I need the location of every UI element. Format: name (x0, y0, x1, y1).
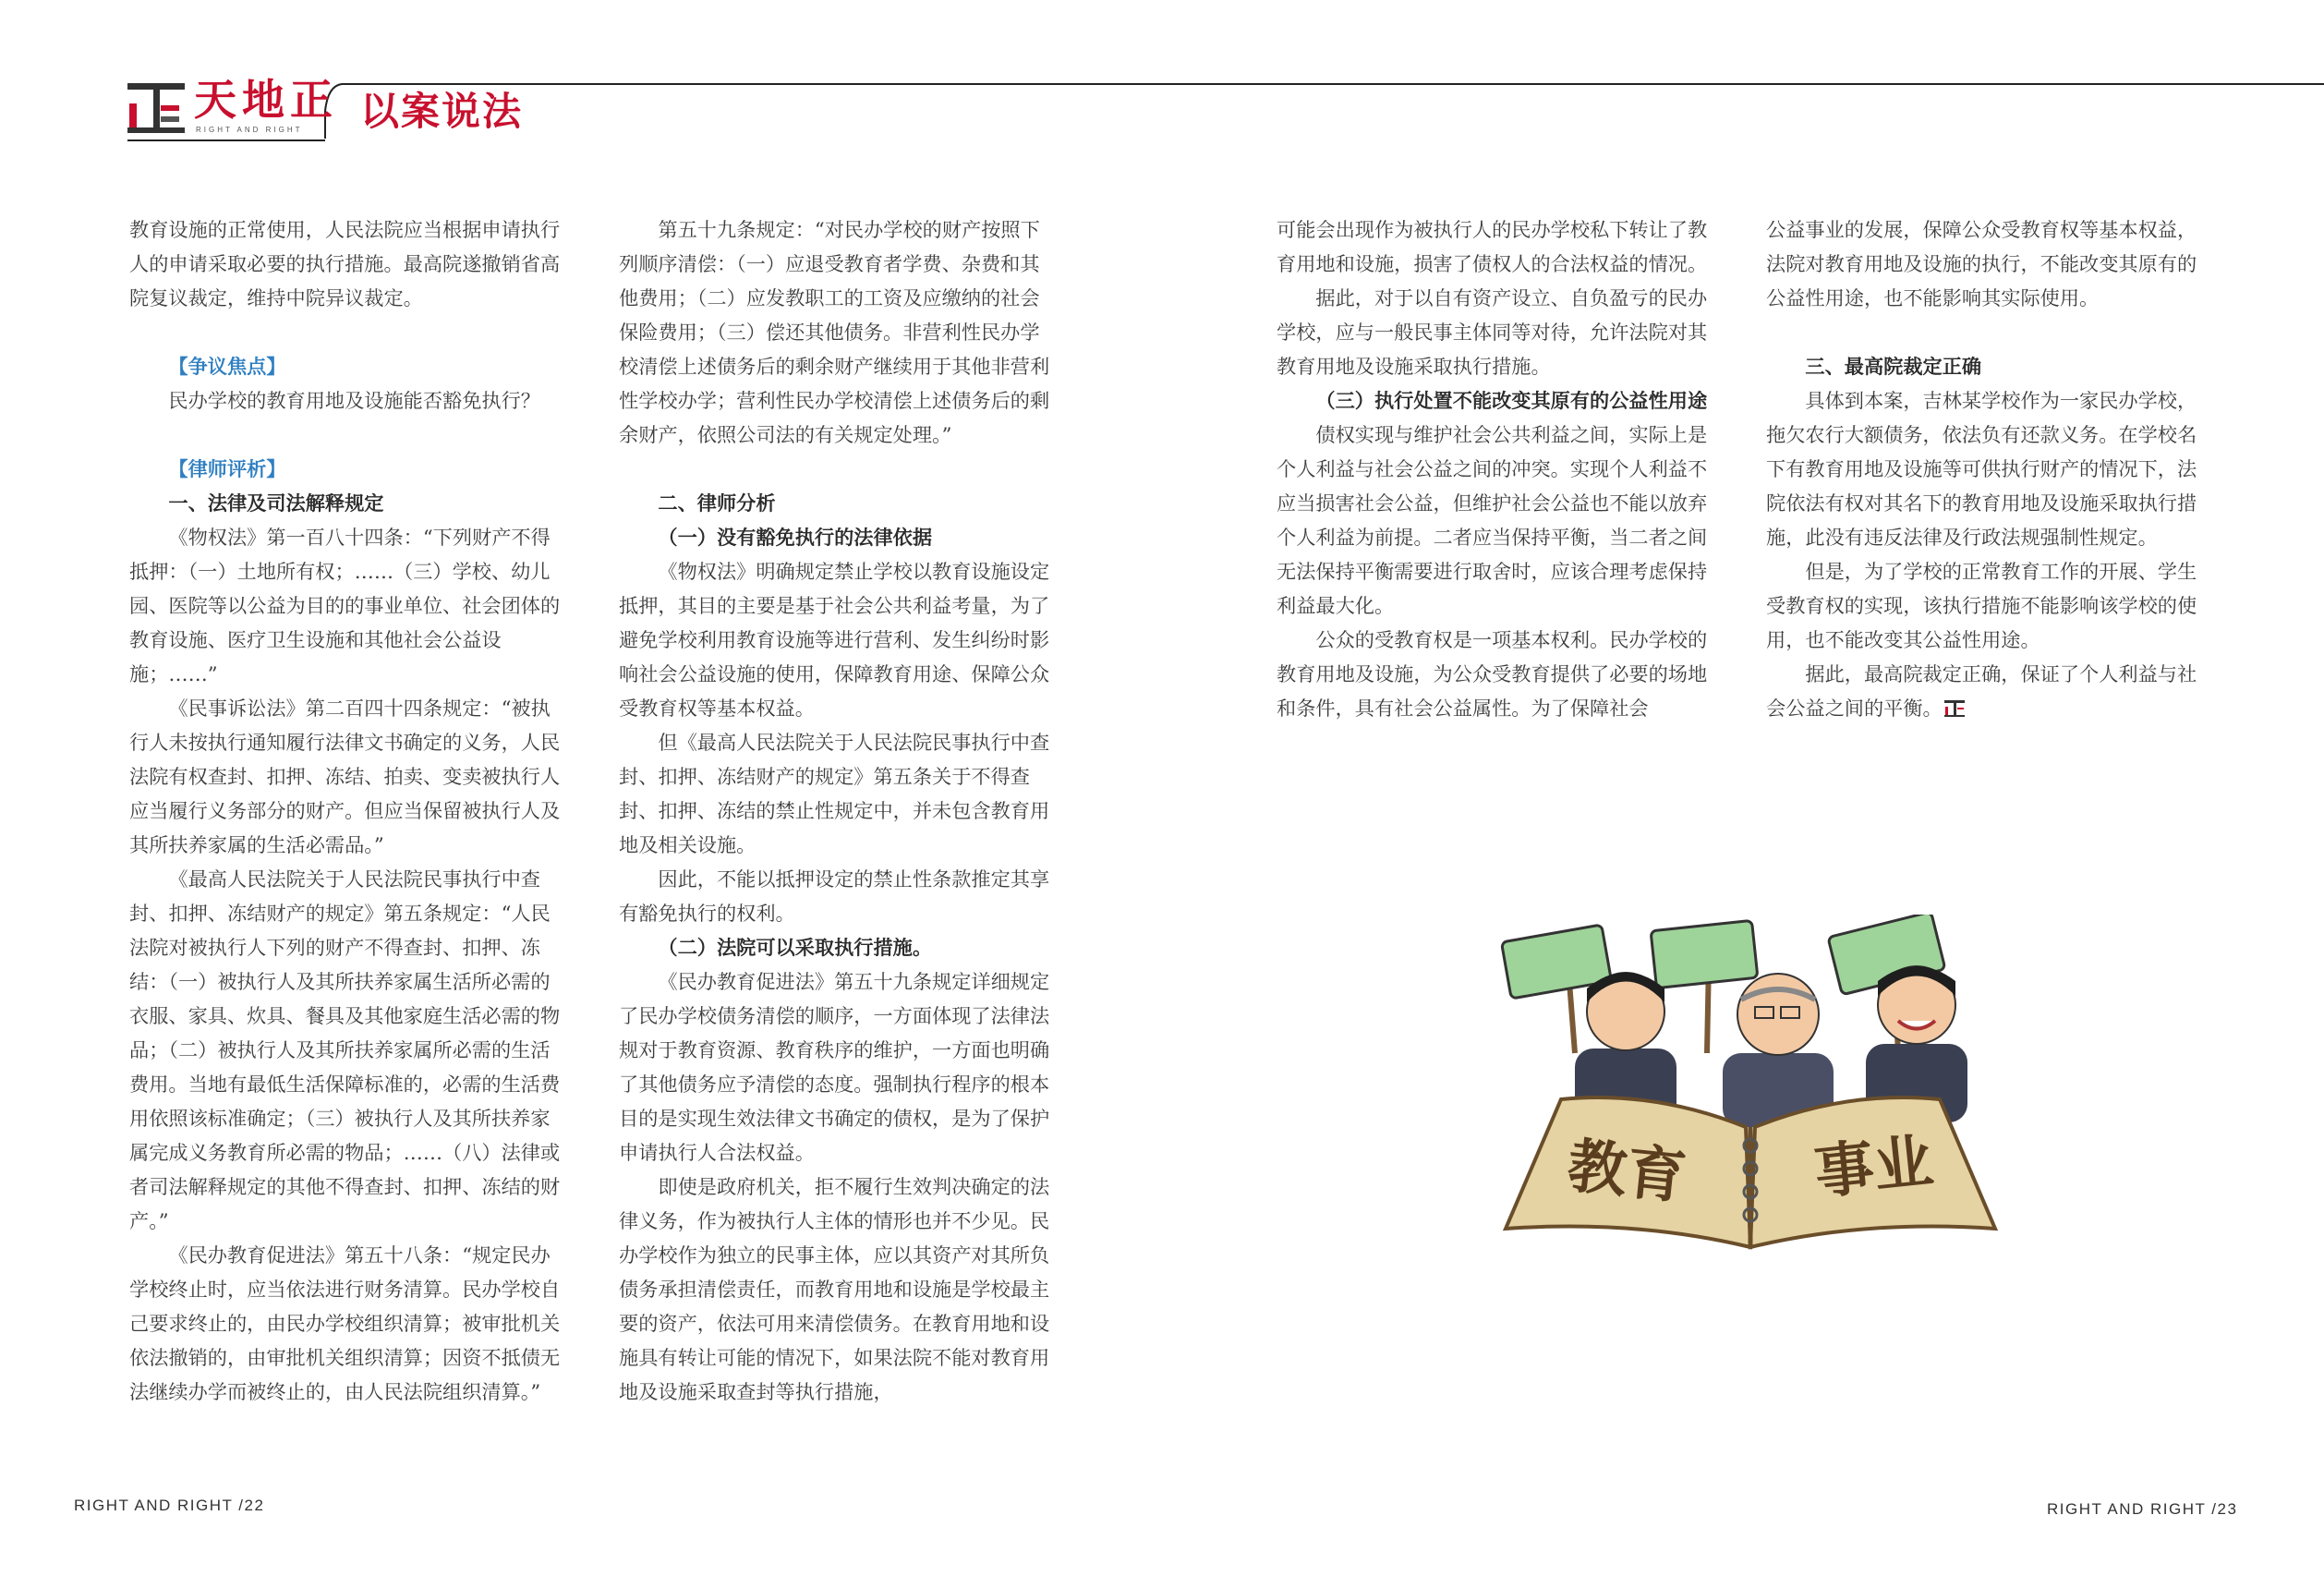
paragraph: 公众的受教育权是一项基本权利。民办学校的教育用地及设施，为公众受教育提供了必要的场地和条件，具有社会公益属性。为了保障社会 (1277, 628, 1708, 720)
logo-text: 天地正 (194, 75, 338, 125)
logo-subtext: RIGHT AND RIGHT (196, 126, 303, 134)
header-rule (0, 0, 2324, 157)
paragraph: 因此，不能以抵押设定的禁止性条款推定其享有豁免执行的权利。 (619, 867, 1050, 925)
section-tag: 【律师评析】 (168, 457, 286, 480)
subheading: 三、最高院裁定正确 (1805, 355, 1982, 378)
text-column-2 (619, 212, 1053, 1409)
paragraph: 据此，最高院裁定正确，保证了个人利益与社会公益之间的平衡。 (1766, 662, 2197, 720)
text-column-1 (129, 212, 563, 1409)
paragraph: 第五十九条规定：“对民办学校的财产按照下列顺序清偿：（一）应退受教育者学费、杂费和其他费用；（二）应发教职工的工资及应缴纳的社会保险费用；（三）偿还其他债务。非营利性民办学校清偿上述债务后的剩余财产继续用于其他非营利性学校办学；营利性民办学校清偿上述债务后的剩余财产，依照公司法的有关规定处理。” (619, 218, 1050, 446)
subheading: 一、法律及司法解释规定 (168, 491, 384, 515)
subheading: （三）执行处置不能改变其原有的公益性用途 (1315, 389, 1708, 412)
subheading: （二）法院可以采取执行措施。 (658, 936, 933, 959)
paragraph: 债权实现与维护社会公共利益之间，实际上是个人利益与社会公益之间的冲突。实现个人利益不应当损害社会公益，但维护社会公益也不能以放弃个人利益为前提。二者应当保持平衡，当二者之间无法保持平衡需要进行取舍时，应该合理考虑保持利益最大化。 (1277, 423, 1708, 617)
section-title: 以案说法 (360, 89, 524, 134)
paragraph: 《物权法》明确规定禁止学校以教育设施设定抵押，其目的主要是基于社会公共利益考量，为了避免学校利用教育设施等进行营利、发生纠纷时影响社会公益设施的使用，保障教育用途、保障公众受教育权等基本权益。 (619, 560, 1050, 720)
paragraph: 教育设施的正常使用，人民法院应当根据申请执行人的申请采取必要的执行措施。最高院遂撤销省高院复议裁定，维持中院异议裁定。 (129, 218, 561, 309)
paragraph: 但《最高人民法院关于人民法院民事执行中查封、扣押、冻结财产的规定》第五条关于不得查封、扣押、冻结的禁止性规定中，并未包含教育用地及相关设施。 (619, 731, 1050, 856)
book-left-text: 教育 (1564, 1132, 1689, 1213)
education-cartoon-illustration (1487, 915, 2014, 1256)
footer-left-page-number: RIGHT AND RIGHT /22 (74, 1497, 265, 1514)
subheading: 二、律师分析 (658, 491, 776, 515)
paragraph-spacer (619, 452, 1053, 486)
book-right-text: 事业 (1811, 1127, 1937, 1208)
paragraph: 《最高人民法院关于人民法院民事执行中查封、扣押、冻结财产的规定》第五条规定：“人民法院对被执行人下列的财产不得查封、扣押、冻结：（一）被执行人及其所扶养家属生活所必需的衣服、家具、炊具、餐具及其他家庭生活必需的物品；（二）被执行人及其所扶养家属所必需的生活费用。当地有最低生活保障标准的，必需的生活费用依照该标准确定；（三）被执行人及其所扶养家属完成义务教育所必需的物品；……（八）法律或者司法解释规定的其他不得查封、扣押、冻结的财产。” (129, 867, 561, 1232)
paragraph: 《民事诉讼法》第二百四十四条规定：“被执行人未按执行通知履行法律文书确定的义务，人民法院有权查封、扣押、冻结、拍卖、变卖被执行人应当履行义务部分的财产。但应当保留被执行人及其所扶养家属的生活必需品。” (129, 697, 561, 856)
page-header (0, 0, 2324, 157)
paragraph-spacer (129, 315, 563, 349)
paragraph: 《民办教育促进法》第五十九条规定详细规定了民办学校债务清偿的顺序，一方面体现了法律法规对于教育资源、教育秩序的维护，一方面也明确了其他债务应予清偿的态度。强制执行程序的根本目的是实现生效法律文书确定的债权，是为了保护申请执行人合法权益。 (619, 970, 1050, 1164)
paragraph: 《民办教育促进法》第五十八条：“规定民办学校终止时，应当依法进行财务清算。民办学校自己要求终止的，由民办学校组织清算；被审批机关依法撤销的，由审批机关组织清算；因资不抵债无法继续办学而被终止的，由人民法院组织清算。” (129, 1243, 561, 1403)
paragraph: 具体到本案，吉林某学校作为一家民办学校，拖欠农行大额债务，依法负有还款义务。在学校名下有教育用地及设施等可供执行财产的情况下，法院依法有权对其名下的教育用地及设施采取执行措施，此没有违反法律及行政法规强制性规定。 (1766, 389, 2197, 549)
logo-icon (127, 79, 185, 137)
paragraph: 据此，对于以自有资产设立、自负盈亏的民办学校，应与一般民事主体同等对待，允许法院对其教育用地及设施采取执行措施。 (1277, 286, 1708, 378)
subheading: （一）没有豁免执行的法律依据 (658, 526, 933, 549)
text-column-4 (1766, 212, 2200, 725)
paragraph-spacer (129, 418, 563, 452)
paragraph: 《物权法》第一百八十四条：“下列财产不得抵押：（一）土地所有权；……（三）学校、幼儿园、医院等以公益为目的的事业单位、社会团体的教育设施、医疗卫生设施和其他社会公益设施；……” (129, 526, 561, 685)
paragraph: 但是，为了学校的正常教育工作的开展、学生受教育权的实现，该执行措施不能影响该学校的使用，也不能改变其公益性用途。 (1766, 560, 2197, 651)
footer-right-page-number: RIGHT AND RIGHT /23 (2047, 1500, 2238, 1518)
paragraph: 可能会出现作为被执行人的民办学校私下转让了教育用地和设施，损害了债权人的合法权益的情况。 (1277, 218, 1708, 275)
paragraph: 即使是政府机关，拒不履行生效判决确定的法律义务，作为被执行人主体的情形也并不少见。民办学校作为独立的民事主体，应以其资产对其所负债务承担清偿责任，而教育用地和设施是学校最主要的资产，依法可用来清偿债务。在教育用地和设施具有转让可能的情况下，如果法院不能对教育用地及设施采取查封等执行措施， (619, 1175, 1050, 1403)
text-column-3 (1277, 212, 1711, 725)
section-tag: 【争议焦点】 (168, 355, 286, 378)
paragraph: 公益事业的发展，保障公众受教育权等基本权益，法院对教育用地及设施的执行，不能改变其原有的公益性用途，也不能影响其实际使用。 (1766, 218, 2197, 309)
paragraph-spacer (1766, 315, 2200, 349)
paragraph: 民办学校的教育用地及设施能否豁免执行？ (168, 389, 540, 412)
end-mark-icon (1944, 699, 1965, 718)
